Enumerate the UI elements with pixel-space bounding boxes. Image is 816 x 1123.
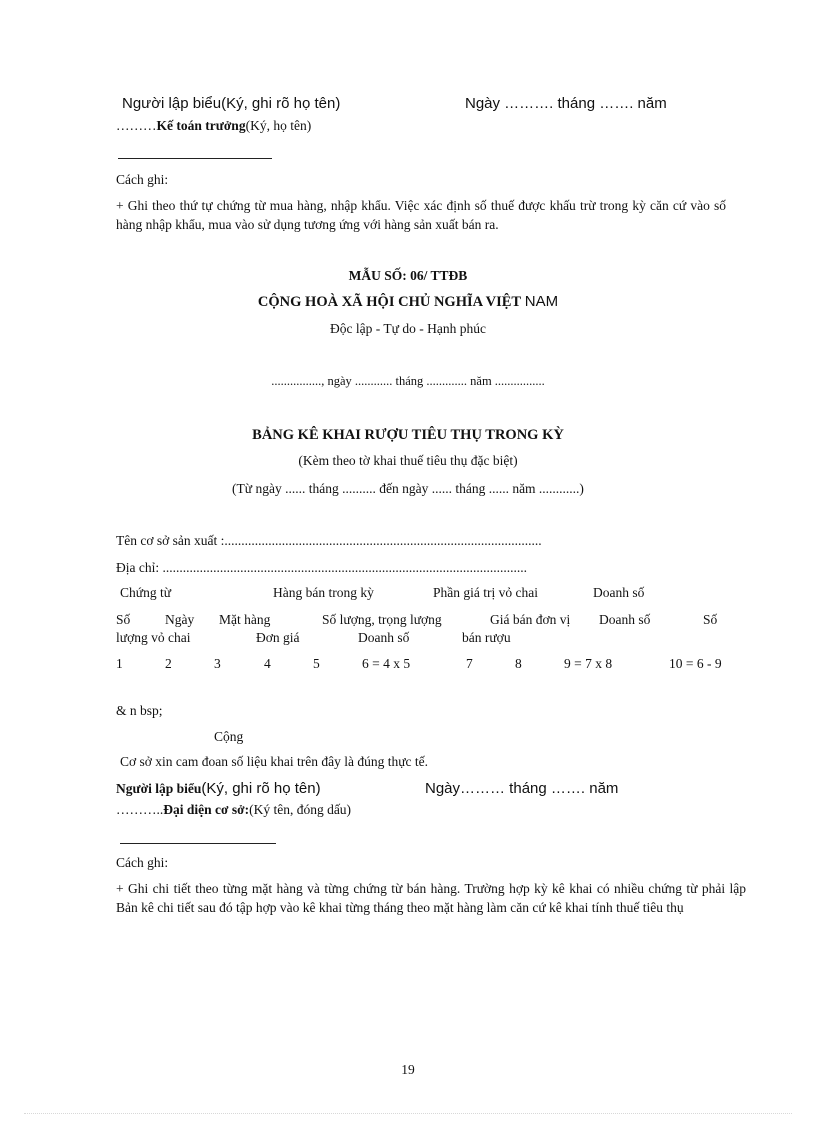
col-header-revenue: Doanh số (599, 612, 651, 627)
page-bottom-border (24, 1113, 792, 1114)
form-subtitle: (Kèm theo tờ khai thuế tiêu thụ đặc biệt) (298, 453, 518, 468)
chief-accountant-title: Kế toán trưởng (156, 118, 246, 133)
col-number: 8 (515, 656, 522, 671)
col-header-bottle-price: Đơn giá (256, 630, 300, 645)
col-header-bottle-revenue: Doanh số (358, 630, 410, 645)
representative-note: (Ký tên, đóng dấu) (249, 802, 352, 817)
col-header-bottle-qty: lượng vỏ chai (116, 630, 191, 645)
col-header-liquor-revenue: bán rượu (462, 630, 511, 645)
table-column-numbers (0, 656, 816, 676)
col-number: 7 (466, 656, 473, 671)
representative-line (116, 802, 351, 818)
motto: Độc lập - Tự do - Hạnh phúc (330, 321, 486, 336)
col-number: 1 (116, 656, 123, 671)
representative-title: Đại diện cơ sở: (163, 802, 250, 817)
nbsp-artifact: & n bsp; (116, 703, 163, 718)
bottom-preparer-signature (116, 780, 321, 797)
chief-accountant-note: (Ký, họ tên) (245, 118, 312, 133)
bottom-preparer-note: (Ký, ghi rõ họ tên) (201, 780, 321, 797)
form-code: MẪU SỐ: 06/ TTĐB (348, 268, 468, 283)
reporting-period: (Từ ngày ...... tháng .......... đến ngày ...... tháng ...... năm ............) (232, 481, 584, 496)
form-title: BẢNG KÊ KHAI RƯỢU TIÊU THỤ TRONG KỲ (252, 427, 564, 443)
col-number: 6 = 4 x 5 (362, 656, 411, 671)
producer-name-field: Tên cơ sở sản xuất :.............................................................................................. (116, 533, 542, 548)
top-instructions-heading: Cách ghi: (116, 172, 169, 187)
country-name-suffix: NAM (524, 293, 559, 310)
col-number: 5 (313, 656, 320, 671)
group-header-revenue: Doanh số (593, 585, 645, 600)
bottom-date-line: Ngày……… tháng ……. năm (425, 780, 619, 797)
country-name (0, 293, 816, 311)
group-header-goods-sold: Hàng bán trong kỳ (273, 585, 374, 600)
country-name-prefix: CỘNG HOÀ XÃ HỘI CHỦ NGHĨA VIỆT (257, 294, 522, 310)
address-field: Địa chỉ: ............................................................................................................ (116, 560, 527, 575)
bottom-divider (120, 843, 276, 844)
col-number: 2 (165, 656, 172, 671)
bottom-instructions-text: + Ghi chi tiết theo từng mặt hàng và từng chứng từ bán hàng. Trường hợp kỳ kê khai có nhiều chứng từ phải lập Bản kê chi tiết sau đó tập hợp vào kê khai từng tháng theo mặt hàng làm căn cứ kê khai tính thuế tiêu thụ (116, 881, 746, 915)
col-header-number-2: Số (703, 612, 718, 627)
total-label: Cộng (214, 729, 244, 744)
page-number: 19 (401, 1062, 415, 1077)
table-column-headers-1 (0, 612, 816, 632)
col-header-date: Ngày (165, 612, 195, 627)
group-header-vouchers: Chứng từ (120, 585, 172, 600)
bottom-preparer-title: Người lập biểu (116, 781, 202, 796)
col-number: 9 = 7 x 8 (564, 656, 613, 671)
chief-accountant-dots: ……… (116, 118, 157, 133)
col-header-unit-price: Giá bán đơn vị (490, 612, 571, 627)
top-date-line: Ngày ………. tháng ……. năm (465, 95, 667, 112)
top-divider (118, 158, 272, 159)
col-header-quantity: Số lượng, trọng lượng (322, 612, 442, 627)
bottom-instructions-heading: Cách ghi: (116, 855, 169, 870)
commitment-statement: Cơ sở xin cam đoan số liệu khai trên đây là đúng thực tế. (120, 754, 429, 769)
group-header-bottle-value: Phần giá trị vỏ chai (433, 585, 538, 600)
col-number: 3 (214, 656, 221, 671)
col-header-item: Mặt hàng (219, 612, 271, 627)
top-preparer-signature: Người lập biểu(Ký, ghi rõ họ tên) (122, 95, 341, 112)
table-group-headers (0, 585, 816, 605)
col-number: 10 = 6 - 9 (669, 656, 722, 671)
representative-dots: ……….. (116, 802, 164, 817)
col-header-number: Số (116, 612, 131, 627)
col-number: 4 (264, 656, 271, 671)
chief-accountant-line (116, 118, 311, 134)
place-date-line: ................, ngày ............ tháng ............. năm ................ (271, 374, 545, 388)
top-instructions-text: + Ghi theo thứ tự chứng từ mua hàng, nhập khẩu. Việc xác định số thuế được khấu trừ trong kỳ căn cứ vào số hàng nhập khẩu, mua vào sử dụng tương ứng với hàng sản xuất bán ra. (116, 198, 726, 232)
table-column-headers-2 (0, 630, 816, 650)
